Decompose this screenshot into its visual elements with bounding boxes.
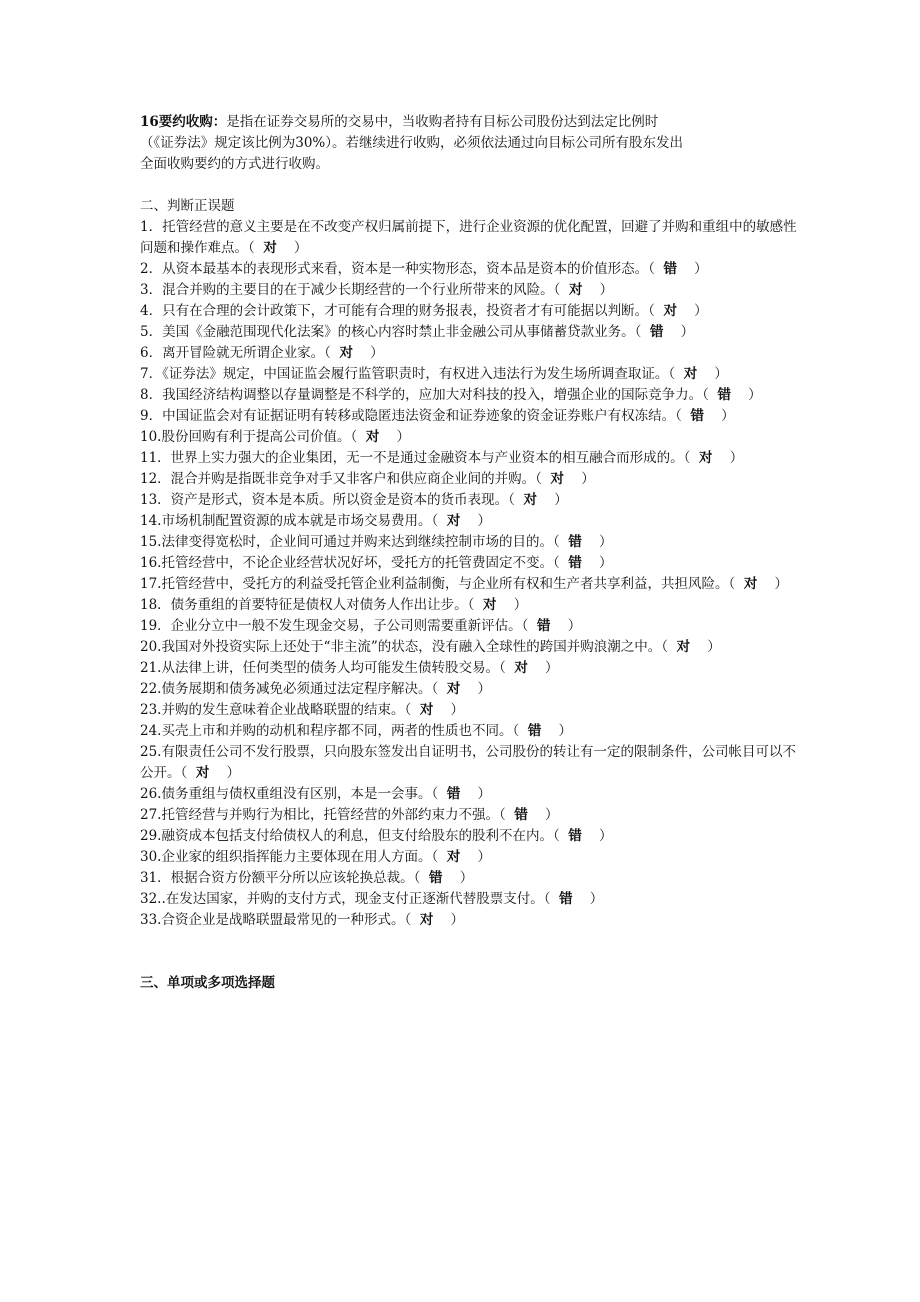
answer-mark: 对 — [514, 660, 528, 676]
question-text: 15.法律变得宽松时，企业间可通过并购来达到继续控制市场的目的。（ — [140, 534, 560, 550]
question-text: 9．中国证监会对有证据证明有转移或隐匿违法资金和证券迹象的资金证券账户有权冻结。（ — [140, 408, 682, 424]
answer-close: ） — [544, 660, 559, 676]
question-text: 30.企业家的组织指挥能力主要体现在用人方面。（ — [140, 849, 439, 865]
answer-mark: 对 — [676, 639, 691, 655]
question-item — [140, 511, 800, 532]
question-text: 25.有限责任公司不发行股票，只向股东签发出自证明书，公司股份的转让有一定的限制条件，公司帐目可以不公开。（ — [140, 744, 796, 781]
answer-mark: 错 — [568, 828, 582, 844]
question-item — [140, 364, 800, 385]
question-item — [140, 910, 800, 931]
question-item — [140, 217, 800, 259]
answer-mark: 对 — [550, 471, 565, 487]
question-item — [140, 637, 800, 658]
question-item — [140, 826, 800, 847]
answer-mark: 错 — [559, 891, 573, 907]
question-item — [140, 595, 800, 616]
answer-close: ） — [714, 366, 728, 382]
question-text: 11．世界上实力强大的企业集团，无一不是通过金融资本与产业资本的相互融合而形成的。（ — [140, 450, 691, 466]
question-item — [140, 343, 800, 364]
answer-close: ） — [396, 429, 410, 445]
definition-line: 全面收购要约的方式进行收购。 — [140, 156, 329, 172]
definition-term: 16要约收购： — [140, 114, 227, 130]
question-text: 23.并购的发生意味着企业战略联盟的结束。（ — [140, 702, 412, 718]
answer-mark: 错 — [663, 261, 677, 277]
answer-mark: 对 — [339, 345, 353, 361]
answer-mark: 对 — [446, 849, 461, 865]
question-item — [140, 532, 800, 553]
question-text: 20.我国对外投资实际上还处于“非主流”的状态，没有融入全球性的跨国并购浪潮之中。（ — [140, 639, 669, 655]
answer-mark: 对 — [483, 597, 497, 613]
question-item — [140, 616, 800, 637]
question-text: 16.托管经营中，不论企业经营状况好坏，受托方的托管费固定不变。（ — [140, 555, 560, 571]
answer-mark: 错 — [527, 723, 542, 739]
question-text: 33.合资企业是战略联盟最常见的一种形式。（ — [140, 912, 412, 928]
answer-close: ） — [554, 492, 568, 508]
question-item — [140, 700, 800, 721]
answer-close: ） — [370, 345, 384, 361]
definition-line: 是指在证券交易所的交易中，当收购者持有目标公司股份达到法定比例时 — [226, 114, 659, 130]
question-text: 26.债务重组与债权重组没有区别，本是一会事。（ — [140, 786, 439, 802]
answer-close: ） — [450, 702, 464, 718]
answer-close: ） — [477, 513, 491, 529]
answer-close: ） — [598, 534, 613, 550]
question-item — [140, 784, 800, 805]
answer-mark: 对 — [568, 282, 583, 298]
answer-mark: 对 — [523, 492, 538, 508]
answer-close: ） — [477, 786, 491, 802]
question-text: 18．债务重组的首要特征是债权人对债务人作出让步。（ — [140, 597, 475, 613]
spacer — [140, 175, 800, 196]
answer-close: ） — [707, 639, 721, 655]
answer-close: ） — [477, 681, 491, 697]
answer-close: ） — [567, 618, 582, 634]
question-text: 22.债务展期和债务减免必须通过法定程序解决。（ — [140, 681, 439, 697]
question-item — [140, 406, 800, 427]
section-2-title: 二、判断正误题 — [140, 198, 235, 214]
answer-close: ） — [450, 912, 464, 928]
answer-mark: 对 — [263, 240, 277, 256]
question-text: 2．从资本最基本的表现形式来看，资本是一种实物形态，资本品是资本的价值形态。（ — [140, 261, 655, 277]
answer-mark: 对 — [683, 366, 698, 382]
answer-mark: 错 — [568, 534, 582, 550]
question-item — [140, 805, 800, 826]
question-text: 29.融资成本包括支付给债权人的利息，但支付给股东的股利不在内。（ — [140, 828, 560, 844]
question-item — [140, 280, 800, 301]
definition-line: （《证券法》规定该比例为30%）。若继续进行收购，必须依法通过向目标公司所有股东发出 — [140, 135, 684, 151]
question-text: 4．只有在合理的会计政策下，才可能有合理的财务报表，投资者才有可能据以判断。（ — [140, 303, 655, 319]
answer-mark: 错 — [514, 807, 528, 823]
answer-close: ） — [544, 807, 559, 823]
question-item — [140, 679, 800, 700]
spacer — [140, 931, 800, 952]
definition-paragraph — [140, 112, 800, 175]
answer-mark: 对 — [743, 576, 758, 592]
answer-close: ） — [774, 576, 788, 592]
answer-mark: 对 — [195, 765, 210, 781]
answer-mark: 对 — [419, 702, 434, 718]
answer-close: ） — [477, 849, 491, 865]
answer-close: ） — [680, 324, 695, 340]
answer-mark: 错 — [717, 387, 731, 403]
question-item — [140, 301, 800, 322]
question-text: 19．企业分立中一般不发生现金交易，子公司则需要重新评估。（ — [140, 618, 529, 634]
answer-close: ） — [294, 240, 308, 256]
question-text: 21.从法律上讲，任何类型的债务人均可能发生债转股交易。（ — [140, 660, 506, 676]
answer-mark: 对 — [663, 303, 677, 319]
answer-mark: 错 — [690, 408, 704, 424]
question-item — [140, 847, 800, 868]
question-item — [140, 658, 800, 679]
question-item — [140, 574, 800, 595]
answer-mark: 错 — [446, 786, 461, 802]
section-3-title: 三、单项或多项选择题 — [140, 975, 275, 991]
answer-close: ） — [598, 555, 613, 571]
answer-close: ） — [694, 303, 708, 319]
question-item — [140, 742, 800, 784]
question-text: 13．资产是形式，资本是本质。所以资金是资本的货币表现。（ — [140, 492, 515, 508]
question-item — [140, 490, 800, 511]
answer-close: ） — [694, 261, 708, 277]
answer-close: ） — [589, 891, 604, 907]
answer-close: ） — [721, 408, 735, 424]
question-item — [140, 448, 800, 469]
question-text: 10.股份回购有利于提高公司价值。（ — [140, 429, 358, 445]
question-item — [140, 868, 800, 889]
answer-mark: 对 — [699, 450, 713, 466]
question-text: 8．我国经济结构调整以存量调整是不科学的，应加大对科技的投入，增强企业的国际竞争力。（ — [140, 387, 709, 403]
question-text: 32..在发达国家，并购的支付方式，现金支付正逐渐代替股票支付。（ — [140, 891, 551, 907]
question-item — [140, 889, 800, 910]
spacer — [140, 952, 800, 973]
question-item — [140, 322, 800, 343]
question-item — [140, 385, 800, 406]
answer-mark: 错 — [429, 870, 443, 886]
question-item — [140, 427, 800, 448]
question-text: 31．根据合资方份额平分所以应该轮换总裁。（ — [140, 870, 421, 886]
question-text: 6．离开冒险就无所谓企业家。（ — [140, 345, 331, 361]
question-item — [140, 553, 800, 574]
answer-mark: 错 — [537, 618, 551, 634]
answer-mark: 对 — [419, 912, 434, 928]
answer-close: ） — [581, 471, 595, 487]
document-page — [140, 112, 800, 994]
question-text: 12．混合并购是指既非竞争对手又非客户和供应商企业间的并购。（ — [140, 471, 542, 487]
question-text: 17.托管经营中，受托方的利益受托管企业利益制衡，与企业所有权和生产者共享利益，共担风险。（ — [140, 576, 736, 592]
answer-mark: 对 — [446, 681, 461, 697]
answer-close: ） — [558, 723, 572, 739]
question-text: 24.买壳上市和并购的动机和程序都不同，两者的性质也不同。（ — [140, 723, 520, 739]
question-text: 1．托管经营的意义主要是在不改变产权归属前提下，进行企业资源的优化配置，回避了并购和重组中的敏感性问题和操作难点。（ — [140, 219, 797, 256]
question-text: 27.托管经营与并购行为相比，托管经营的外部约束力不强。（ — [140, 807, 506, 823]
answer-close: ） — [729, 450, 744, 466]
answer-close: ） — [599, 282, 614, 298]
answer-mark: 错 — [568, 555, 582, 571]
answer-mark: 对 — [446, 513, 461, 529]
true-false-list — [140, 217, 800, 931]
answer-close: ） — [513, 597, 528, 613]
answer-mark: 对 — [365, 429, 380, 445]
answer-close: ） — [459, 870, 474, 886]
question-text: 5．美国《金融范围现代化法案》的核心内容时禁止非金融公司从事储蓄贷款业务。（ — [140, 324, 642, 340]
question-item — [140, 721, 800, 742]
answer-close: ） — [748, 387, 762, 403]
question-text: 14.市场机制配置资源的成本就是市场交易费用。（ — [140, 513, 439, 529]
question-text: 3．混合并购的主要目的在于减少长期经营的一个行业所带来的风险。（ — [140, 282, 561, 298]
question-item — [140, 469, 800, 490]
question-item — [140, 259, 800, 280]
answer-close: ） — [226, 765, 241, 781]
question-text: 7．《证券法》规定，中国证监会履行监管职责时，有权进入违法行为发生场所调查取证。（ — [140, 366, 676, 382]
answer-close: ） — [598, 828, 613, 844]
answer-mark: 错 — [649, 324, 664, 340]
